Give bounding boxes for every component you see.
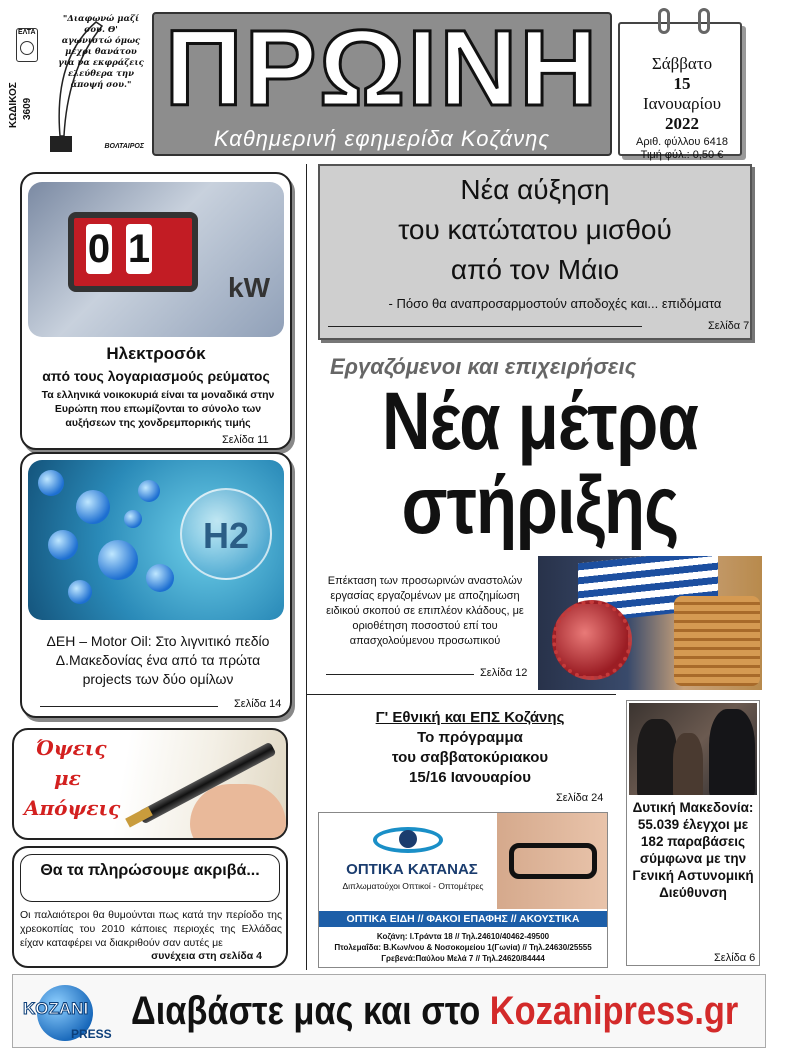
energy-subtitle: από τους λογαριασμούς ρεύματος xyxy=(42,368,270,384)
masthead-banner xyxy=(152,7,612,156)
meter-digit: 1 xyxy=(126,224,152,274)
calendar-month: Ιανουαρίου xyxy=(642,94,722,113)
wage-title-line: από τον Μάιο xyxy=(450,254,620,285)
calendar-page xyxy=(618,22,742,161)
support-page-ref[interactable]: Σελίδα 12 xyxy=(480,667,528,679)
support-headline[interactable] xyxy=(351,376,728,551)
meter-display xyxy=(68,212,198,292)
hydrogen-article[interactable] xyxy=(20,452,292,718)
code-number: 3609 xyxy=(22,97,33,120)
voltaire-quote xyxy=(46,14,146,160)
energy-page-ref[interactable]: Σελίδα 11 xyxy=(222,434,269,446)
hydrogen-molecules-image xyxy=(28,460,284,620)
optics-services: ΟΠΤΙΚΑ ΕΙΔΗ // ΦΑΚΟΙ ΕΠΑΦΗΣ // ΑΚΟΥΣΤΙΚΑ xyxy=(319,911,607,927)
sport-line: Το πρόγραμμα xyxy=(417,729,523,746)
issue-price: Τιμή φύλ.: 0,50 € xyxy=(640,149,724,161)
support-body: Επέκταση των προσωρινών αναστολών εργασίας εργαζομένων με αποζημίωση ειδικού σκοπού σε επιπλέον κλάδους, με οριοθέτηση ποσοστού επί του απασχολούμενου προσωπικού xyxy=(326,575,524,647)
virus-icon xyxy=(552,600,632,680)
headline-line: στήριξης xyxy=(401,460,679,551)
logo-word-bottom: PRESS xyxy=(71,1027,112,1041)
hydrogen-page-ref[interactable]: Σελίδα 14 xyxy=(234,698,282,710)
police-body: Δυτική Μακεδονία: 55.039 έλεγχοι με 182 παραβάσεις σύμφωνα με την Γενική Αστυνομική Διεύθυνση xyxy=(632,800,754,900)
postal-code-block xyxy=(6,20,46,170)
logo-word-top: KOZANI xyxy=(23,999,89,1018)
calendar-year: 2022 xyxy=(665,114,699,133)
pay-title-frame xyxy=(20,854,280,902)
wage-subtitle: - Πόσο θα αναπροσαρμοστούν αποδοχές και... επιδόματα xyxy=(388,296,722,311)
optics-address: Γρεβενά:Παύλου Μελά 7 // Τηλ.24620/84444 xyxy=(381,954,545,963)
headline-line: Νέα μέτρα xyxy=(382,376,698,467)
kozani-press-logo xyxy=(23,981,123,1043)
eye-pupil-icon xyxy=(399,830,417,848)
sport-line: 15/16 Ιανουαρίου xyxy=(409,769,531,786)
pay-article[interactable] xyxy=(12,846,288,968)
hand-image xyxy=(190,784,286,840)
crowd-masks-image xyxy=(629,703,757,795)
code-label: ΚΩΔΙΚΟΣ xyxy=(8,82,19,128)
wage-title-line: του κατώτατου μισθού xyxy=(398,214,672,245)
pay-continue-link[interactable]: συνέχεια στη σελίδα 4 xyxy=(151,950,262,962)
divider xyxy=(40,706,218,707)
flag-virus-coins-image xyxy=(538,556,762,690)
date-calendar xyxy=(618,8,748,160)
column-divider xyxy=(306,164,307,970)
coins-icon xyxy=(674,596,760,686)
sport-kicker: Γ' Εθνική και ΕΠΣ Κοζάνης xyxy=(375,709,565,726)
newspaper-subtitle: Καθημερινή εφημερίδα Κοζάνης xyxy=(213,126,551,151)
wage-page-ref[interactable]: Σελίδα 7 xyxy=(708,320,750,332)
energy-title: Ηλεκτροσόκ xyxy=(106,344,206,363)
sport-line: του σαββατοκύριακου xyxy=(391,749,549,766)
issue-number: Αριθ. φύλλου 6418 xyxy=(636,136,728,148)
police-article[interactable] xyxy=(626,700,760,966)
footer-site-link[interactable]: Kozanipress.gr xyxy=(489,989,739,1033)
calendar-day: Σάββατο xyxy=(651,54,713,73)
police-page-ref[interactable]: Σελίδα 6 xyxy=(714,952,756,964)
quote-text: "Διαφωνώ μαζί σου. Θ' αγωνιστώ όμως μέχρι θανάτου για να εκφράζεις ελεύθερα την άποψή σου." xyxy=(58,14,144,90)
divider xyxy=(328,326,642,327)
meter-digit: 0 xyxy=(86,224,112,274)
h2-bubble: H2 xyxy=(180,488,272,580)
wage-title-line: Νέα αύξηση xyxy=(460,174,610,205)
opinion-word-1: Όψεις xyxy=(36,736,107,760)
quote-author: ΒΟΛΤΑΙΡΟΣ xyxy=(104,143,144,150)
hydrogen-body: ΔΕΗ – Motor Oil: Στο λιγνιτικό πεδίο Δ.Μακεδονίας ένα από τα πρώτα projects των δύο ομίλων xyxy=(46,633,270,687)
opinion-word-3: Απόψεις xyxy=(24,796,121,820)
divider xyxy=(326,674,474,675)
optics-address: Κοζάνη: Ι.Τράντα 18 // Τηλ.24610/40462-49500 xyxy=(376,932,550,941)
opinion-banner[interactable] xyxy=(12,728,288,840)
sport-article[interactable] xyxy=(330,708,610,788)
optics-address: Πτολεμαΐδα: Β.Κων/νου & Νοσοκομείου 1(Γωνία) // Τηλ.24630/25555 xyxy=(334,943,592,952)
glasses-icon xyxy=(509,843,597,879)
support-kicker: Εργαζόμενοι και επιχειρήσεις xyxy=(330,354,637,379)
optics-advertisement[interactable] xyxy=(318,812,608,968)
sport-page-ref[interactable]: Σελίδα 24 xyxy=(556,792,604,804)
opinion-word-2: με xyxy=(54,766,81,790)
minimum-wage-article[interactable] xyxy=(318,164,752,340)
optics-name: ΟΠΤΙΚΑ ΚΑΤΑΝΑΣ xyxy=(346,861,478,878)
wage-title xyxy=(320,170,750,290)
calendar-ring-icon xyxy=(658,8,670,34)
pay-title: Θα τα πληρώσουμε ακριβά... xyxy=(40,862,260,879)
elta-stamp-icon xyxy=(16,28,38,62)
calendar-date: 15 xyxy=(673,74,691,93)
pay-body: Οι παλαιότεροι θα θυμούνται πως κατά την περίοδο της χρεοκοπίας του 2010 κάποιες περιοχές της Ελλάδας είχαν καταφέρει να διακριθούν σαν αυτές με xyxy=(20,909,282,949)
newspaper-title: ΠΡΩΙΝΗ xyxy=(164,7,600,128)
meter-unit: kW xyxy=(228,272,270,303)
kozanipress-banner[interactable] xyxy=(12,974,766,1048)
pen-nib-icon xyxy=(125,806,153,827)
optics-tagline: Διπλωματούχοι Οπτικοί - Οπτομέτρες xyxy=(342,881,484,891)
footer-slogan xyxy=(131,985,738,1037)
energy-article[interactable] xyxy=(20,172,292,450)
calendar-ring-icon xyxy=(698,8,710,34)
electric-meter-image xyxy=(28,182,284,337)
elta-stamp-label: ΕΛΤΑ xyxy=(18,29,36,36)
section-divider xyxy=(306,694,616,695)
footer-slogan-text: Διαβάστε μας και στο xyxy=(131,989,490,1033)
energy-body: Τα ελληνικά νοικοκυριά είναι τα μοναδικά στην Ευρώπη που επωμίζονται το σύνολο των αυξήσεων της χονδρεμπορικής τιμής xyxy=(41,389,275,429)
